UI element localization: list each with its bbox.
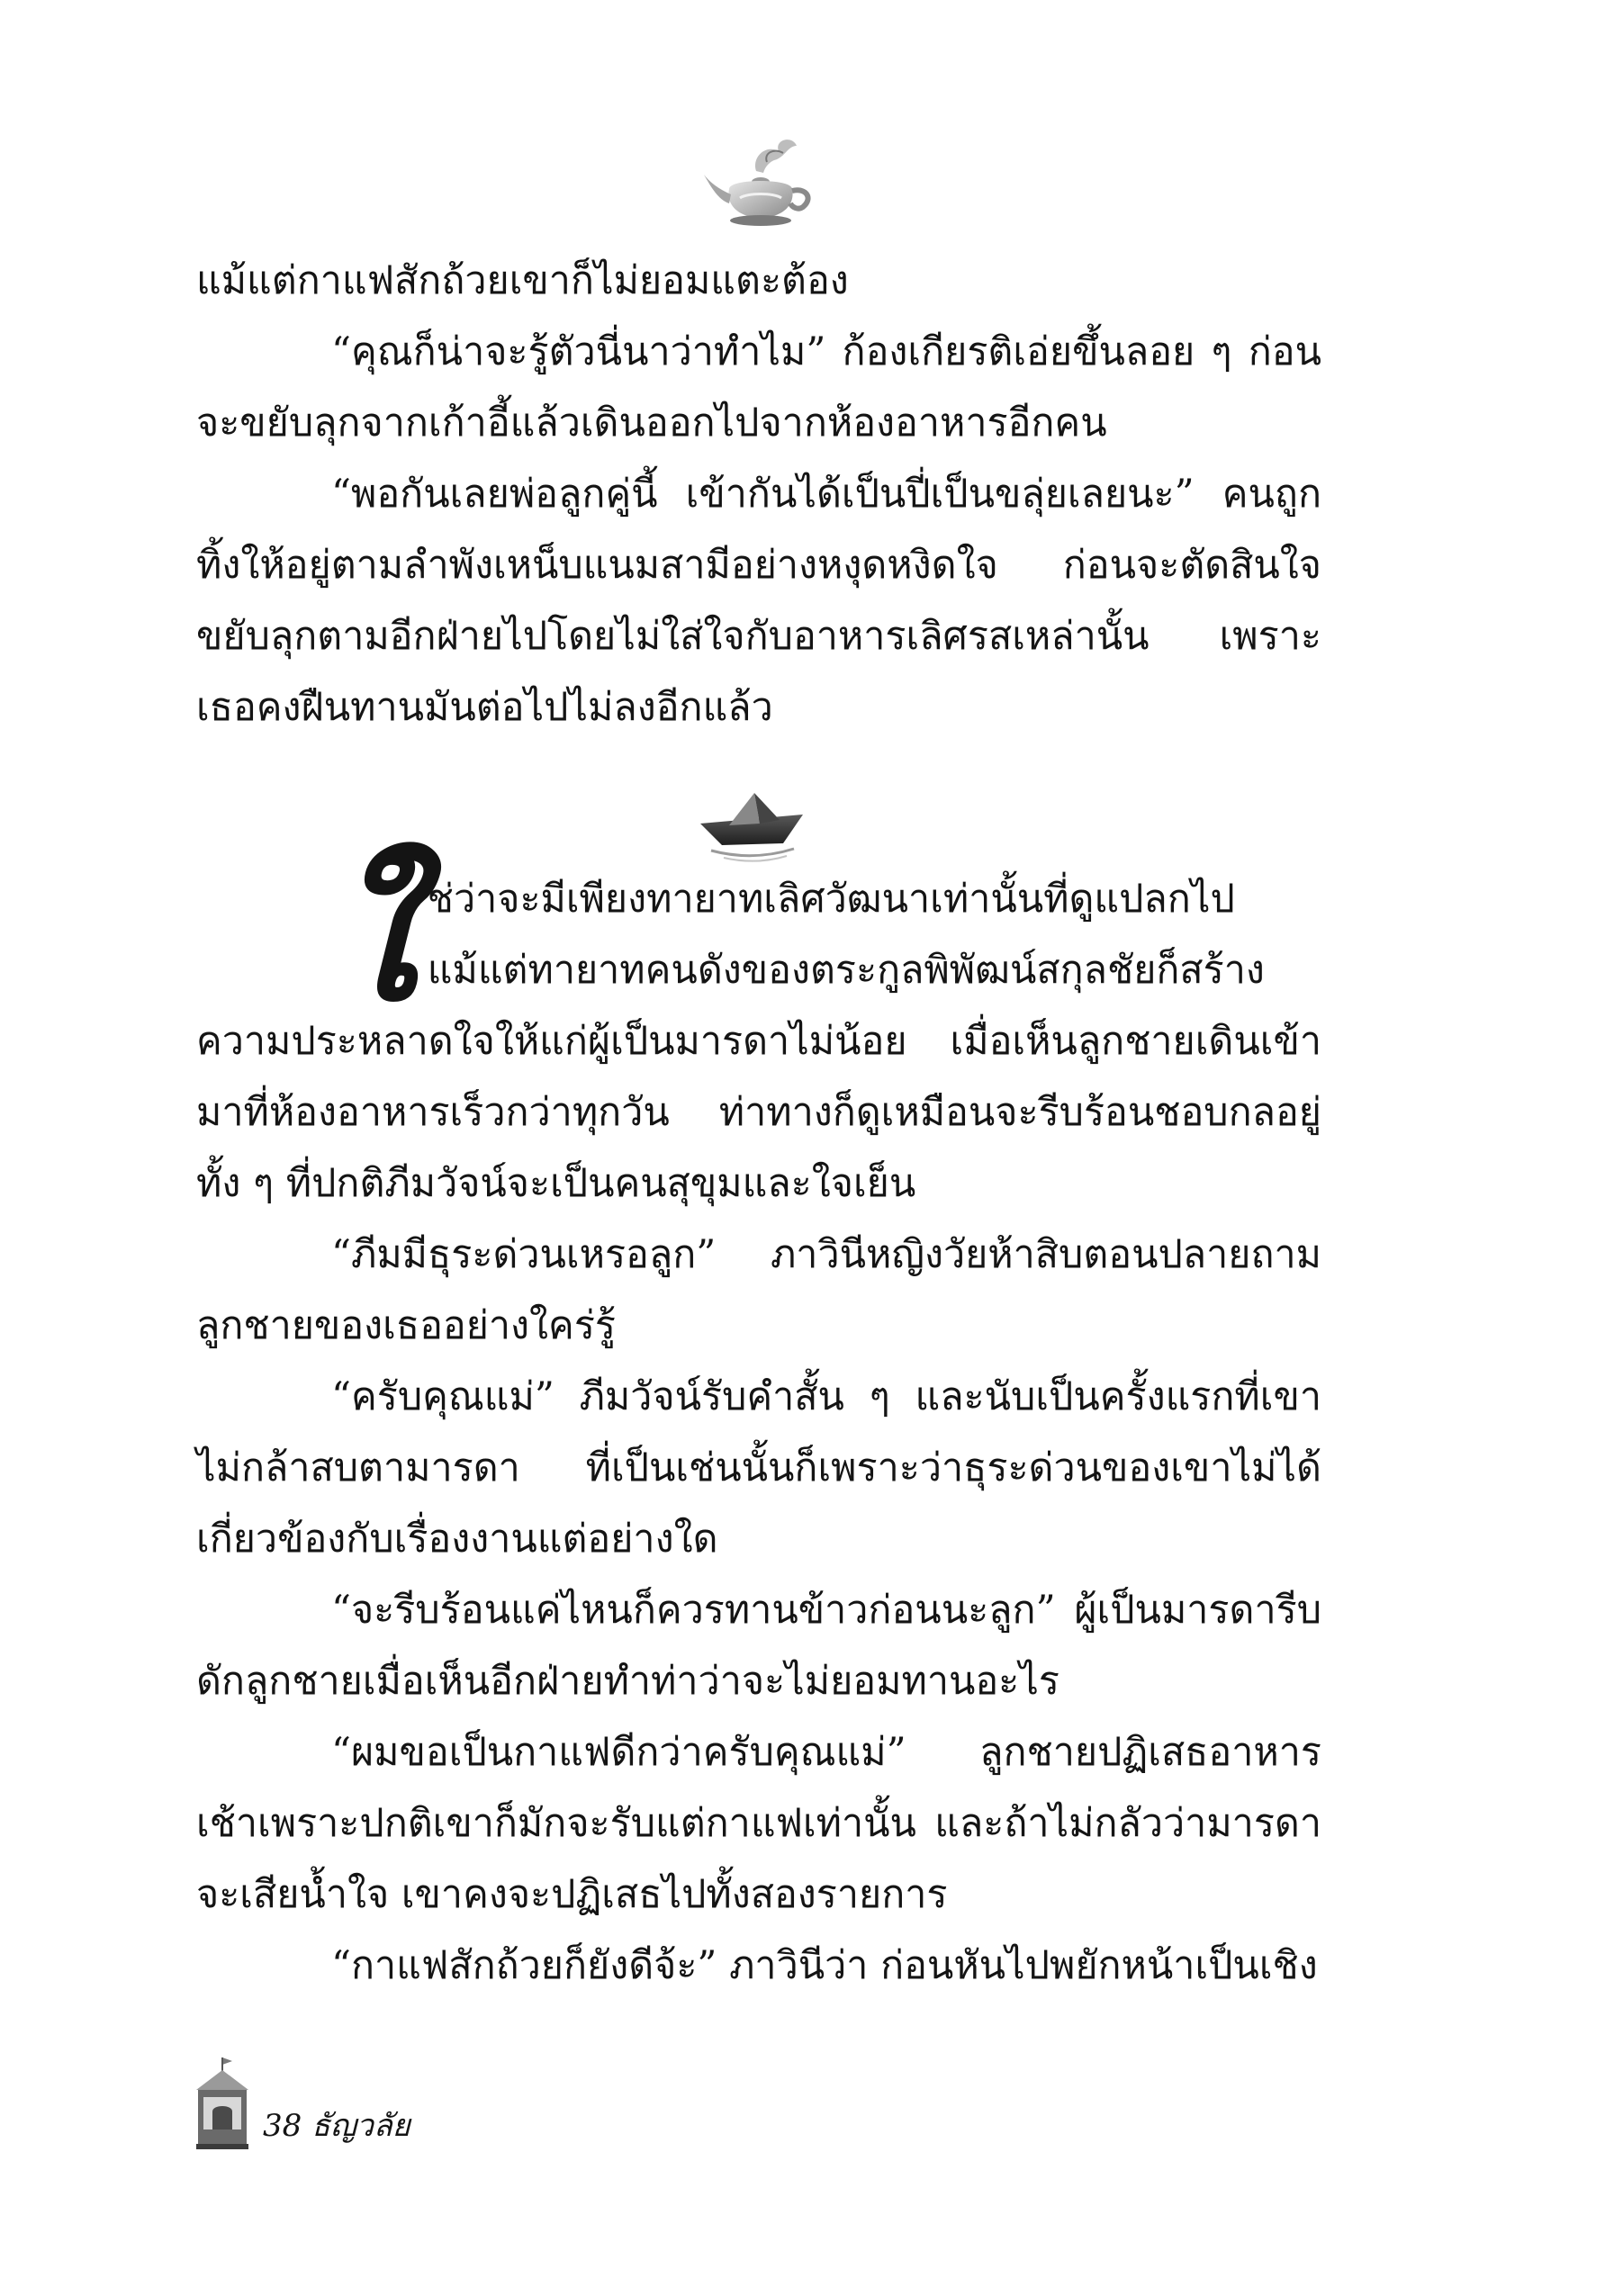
text-section-top — [196, 246, 1321, 743]
paragraph: แม้แต่กาแฟสักถ้วยเขาก็ไม่ยอมแตะต้อง — [196, 258, 849, 303]
author-name: ธัญวลัย — [311, 2108, 410, 2144]
teapot-icon — [702, 135, 819, 234]
paragraph: “พอกันเลยพ่อลูกคู่นี้ เข้ากันได้เป็นปี่เป็นขลุ่ยเลยนะ” คนถูกทิ้งให้อยู่ตามลำพังเหน็บแนมสามีอย่างหงุดหงิดใจ ก่อนจะตัดสินใจขยับลุกตามอีกฝ่ายไปโดยไม่ใส่ใจกับอาหารเลิศรสเหล่านั้น เพราะเธอคงฝืนทานมันต่อไปไม่ลงอีกแล้ว — [196, 472, 1321, 730]
paragraph: “ภีมมีธุระด่วนเหรอลูก” ภาวินีหญิงวัยห้าสิบตอนปลายถามลูกชายของเธออย่างใคร่รู้ — [196, 1232, 1321, 1348]
footer-text — [263, 2101, 410, 2149]
paragraph: “ผมขอเป็นกาแฟดีกว่าครับคุณแม่” ลูกชายปฏิเสธอาหารเช้าเพราะปกติเขาก็มักจะรับแต่กาแฟเท่านั้น และถ้าไม่กลัวว่ามารดาจะเสียน้ำใจ เขาคงจะปฏิเสธไปทั้งสองรายการ — [196, 1730, 1321, 1917]
dropcap-paragraph — [196, 838, 1321, 1220]
paragraph: “ครับคุณแม่” ภีมวัจน์รับคำสั้น ๆ และนับเป็นครั้งแรกที่เขาไม่กล้าสบตามารดา ที่เป็นเช่นนั้นก็เพราะว่าธุระด่วนของเขาไม่ได้เกี่ยวข้องกับเรื่องงานแต่อย่างใด — [196, 1374, 1321, 1562]
dropcap-text: ช่ว่าจะมีเพียงทายาทเลิศวัฒนาเท่านั้นที่ดูแปลกไป แม้แต่ทายาทคนดังของตระกูลพิพัฒน์สกุลชัยก็สร้างความประหลาดใจให้แก่ผู้เป็นมารดาไม่น้อย เมื่อเห็นลูกชายเดินเข้ามาที่ห้องอาหารเร็วกว่าทุกวัน ท่าทางก็ดูเหมือนจะรีบร้อนชอบกลอยู่ ทั้ง ๆ ที่ปกติภีมวัจน์จะเป็นคนสุขุมและใจเย็น — [196, 877, 1321, 1206]
page-footer — [191, 2054, 551, 2153]
text-section-bottom — [196, 838, 1321, 2002]
house-logo-icon — [191, 2054, 254, 2153]
dropcap-letter: ใ — [331, 838, 415, 1039]
paragraph: “จะรีบร้อนแค่ไหนก็ควรทานข้าวก่อนนะลูก” ผู้เป็นมารดารีบดักลูกชายเมื่อเห็นอีกฝ่ายทำท่าว่าจะไม่ยอมทานอะไร — [196, 1588, 1321, 1704]
paragraph: “กาแฟสักถ้วยก็ยังดีจ้ะ” ภาวินีว่า ก่อนหันไปพยักหน้าเป็นเชิง — [331, 1943, 1318, 1988]
paragraph: “คุณก็น่าจะรู้ตัวนี่นาว่าทำไม” ก้องเกียรติเอ่ยขึ้นลอย ๆ ก่อนจะขยับลุกจากเก้าอี้แล้วเดินออกไปจากห้องอาหารอีกคน — [196, 329, 1321, 446]
page-number: 38 — [263, 2108, 302, 2144]
paper-boat-icon — [693, 788, 810, 864]
